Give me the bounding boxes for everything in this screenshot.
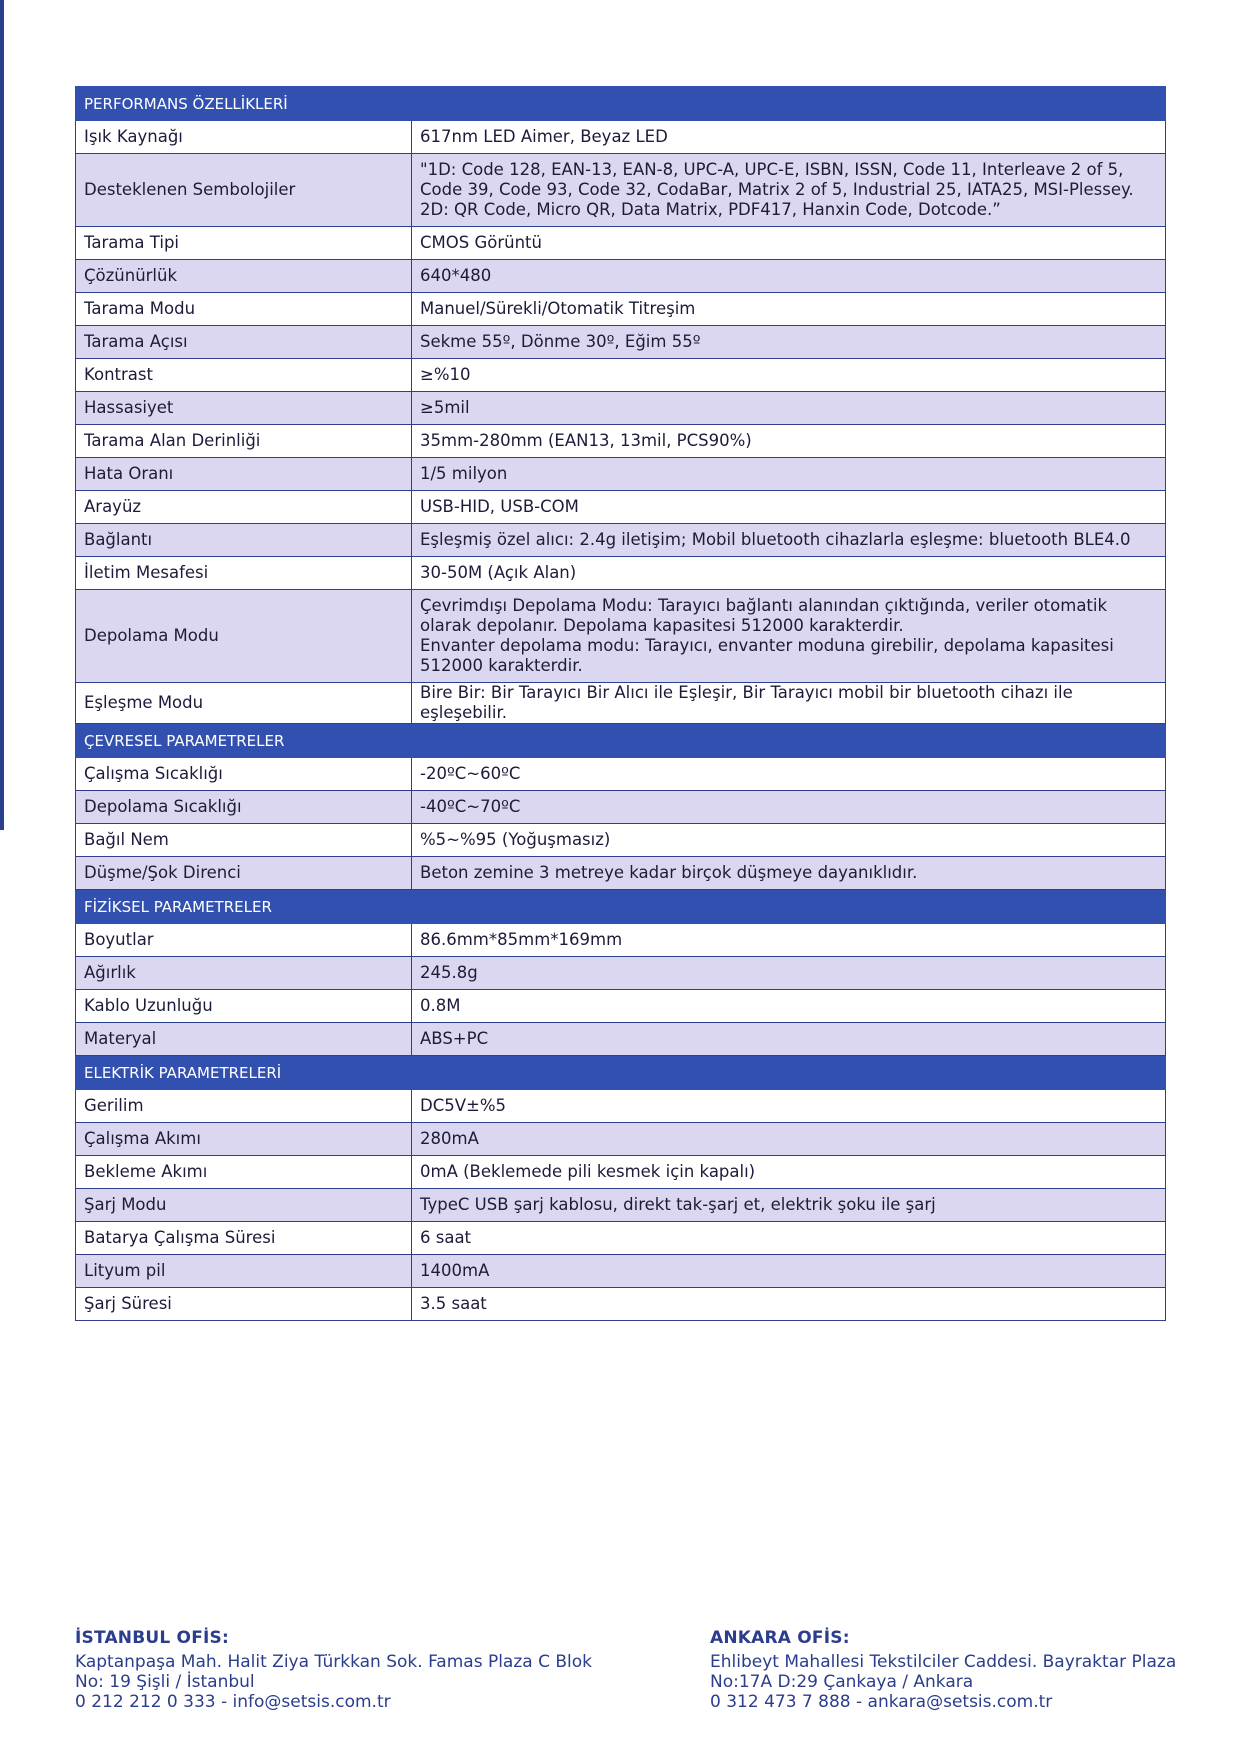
spec-label: Tarama Açısı	[76, 326, 412, 359]
spec-value-line: Çevrimdışı Depolama Modu: Tarayıcı bağlantı alanından çıktığında, veriler otomatik olarak depolanır. Depolama kapasitesi 512000 karakterdir.	[420, 596, 1108, 635]
spec-value	[412, 260, 1166, 293]
spec-label: Çözünürlük	[76, 260, 412, 293]
spec-value	[412, 683, 1166, 724]
footer-ankara-office	[710, 1628, 1176, 1712]
spec-label: Bağıl Nem	[76, 824, 412, 857]
spec-row	[76, 227, 1166, 260]
spec-value	[412, 359, 1166, 392]
spec-row	[76, 857, 1166, 890]
spec-value-line: Envanter depolama modu: Tarayıcı, envanter moduna girebilir, depolama kapasitesi 512000 karakterdir.	[420, 636, 1114, 675]
istanbul-contact-line: 0 212 212 0 333 - info@setsis.com.tr	[75, 1692, 391, 1712]
spec-value	[412, 1156, 1166, 1189]
spec-row	[76, 590, 1166, 683]
spec-value	[412, 824, 1166, 857]
spec-label: Çalışma Sıcaklığı	[76, 758, 412, 791]
spec-label: Çalışma Akımı	[76, 1123, 412, 1156]
spec-value	[412, 1222, 1166, 1255]
spec-label: Hata Oranı	[76, 458, 412, 491]
spec-value	[412, 458, 1166, 491]
spec-value-line: 1400mA	[420, 1261, 490, 1280]
spec-value-line: 2D: QR Code, Micro QR, Data Matrix, PDF417, Hanxin Code, Dotcode.”	[420, 200, 1001, 219]
spec-row	[76, 425, 1166, 458]
spec-value	[412, 557, 1166, 590]
spec-value-line: ≥%10	[420, 365, 471, 384]
spec-value-line: CMOS Görüntü	[420, 233, 542, 252]
spec-value-line: 0mA (Beklemede pili kesmek için kapalı)	[420, 1162, 756, 1181]
spec-row	[76, 1090, 1166, 1123]
spec-value	[412, 1288, 1166, 1321]
spec-value-line: USB-HID, USB-COM	[420, 497, 579, 516]
spec-label: Bağlantı	[76, 524, 412, 557]
spec-value-line: 6 saat	[420, 1228, 472, 1247]
spec-value-line: 86.6mm*85mm*169mm	[420, 930, 623, 949]
spec-value	[412, 758, 1166, 791]
section-header-row	[76, 890, 1166, 924]
spec-value-line: ABS+PC	[420, 1029, 489, 1048]
spec-label: Materyal	[76, 1023, 412, 1056]
spec-table	[75, 86, 1166, 1321]
spec-label: Şarj Süresi	[76, 1288, 412, 1321]
spec-row	[76, 1288, 1166, 1321]
spec-value-line: Sekme 55º, Dönme 30º, Eğim 55º	[420, 332, 701, 351]
spec-label: Işık Kaynağı	[76, 121, 412, 154]
spec-value	[412, 1189, 1166, 1222]
spec-value-line: 3.5 saat	[420, 1294, 487, 1313]
spec-value-line: 245.8g	[420, 963, 478, 982]
section-header-empty-cell	[412, 890, 1166, 924]
spec-row	[76, 791, 1166, 824]
spec-label: Tarama Alan Derinliği	[76, 425, 412, 458]
left-accent-bar	[0, 0, 4, 830]
spec-value	[412, 524, 1166, 557]
spec-value	[412, 990, 1166, 1023]
ankara-office-heading: ANKARA OFİS:	[710, 1628, 850, 1648]
spec-row	[76, 154, 1166, 227]
spec-value	[412, 425, 1166, 458]
spec-value-line: 35mm-280mm (EAN13, 13mil, PCS90%)	[420, 431, 752, 450]
spec-row	[76, 359, 1166, 392]
spec-row	[76, 1123, 1166, 1156]
section-header-row	[76, 724, 1166, 758]
spec-label: Gerilim	[76, 1090, 412, 1123]
spec-value	[412, 326, 1166, 359]
spec-row	[76, 1255, 1166, 1288]
spec-row	[76, 957, 1166, 990]
spec-row	[76, 924, 1166, 957]
spec-value-line: %5~%95 (Yoğuşmasız)	[420, 830, 611, 849]
spec-value	[412, 791, 1166, 824]
spec-row	[76, 260, 1166, 293]
spec-row	[76, 293, 1166, 326]
spec-table-body	[76, 87, 1166, 1321]
spec-label: Kontrast	[76, 359, 412, 392]
spec-value	[412, 491, 1166, 524]
spec-row	[76, 458, 1166, 491]
spec-row	[76, 1189, 1166, 1222]
spec-value-line: DC5V±%5	[420, 1096, 507, 1115]
spec-value-line: 30-50M (Açık Alan)	[420, 563, 577, 582]
spec-label: İletim Mesafesi	[76, 557, 412, 590]
spec-value	[412, 1090, 1166, 1123]
spec-value-line: 617nm LED Aimer, Beyaz LED	[420, 127, 668, 146]
spec-label: Tarama Modu	[76, 293, 412, 326]
spec-label: Hassasiyet	[76, 392, 412, 425]
istanbul-address-line-1: Kaptanpaşa Mah. Halit Ziya Türkkan Sok. Famas Plaza C Blok	[75, 1652, 592, 1672]
spec-value	[412, 1123, 1166, 1156]
spec-value-line: 0.8M	[420, 996, 461, 1015]
spec-value	[412, 857, 1166, 890]
spec-row	[76, 524, 1166, 557]
spec-row	[76, 824, 1166, 857]
spec-value-line: Bire Bir: Bir Tarayıcı Bir Alıcı ile Eşleşir, Bir Tarayıcı mobil bir bluetooth cihazı ile eşleşebilir.	[420, 683, 1073, 722]
ankara-address-line-2: No:17A D:29 Çankaya / Ankara	[710, 1672, 974, 1692]
spec-row	[76, 758, 1166, 791]
istanbul-office-heading: İSTANBUL OFİS:	[75, 1628, 229, 1648]
spec-label: Ağırlık	[76, 957, 412, 990]
spec-label: Lityum pil	[76, 1255, 412, 1288]
spec-value	[412, 392, 1166, 425]
spec-label: Batarya Çalışma Süresi	[76, 1222, 412, 1255]
spec-value-line: TypeC USB şarj kablosu, direkt tak-şarj et, elektrik şoku ile şarj	[420, 1195, 936, 1214]
spec-value	[412, 293, 1166, 326]
spec-value-line: Beton zemine 3 metreye kadar birçok düşmeye dayanıklıdır.	[420, 863, 918, 882]
spec-label: Bekleme Akımı	[76, 1156, 412, 1189]
spec-value-line: 1/5 milyon	[420, 464, 508, 483]
section-header-row	[76, 87, 1166, 121]
spec-row	[76, 491, 1166, 524]
spec-label: Şarj Modu	[76, 1189, 412, 1222]
spec-value-line: 280mA	[420, 1129, 479, 1148]
section-title: ÇEVRESEL PARAMETRELER	[76, 724, 412, 758]
spec-row	[76, 557, 1166, 590]
spec-label: Tarama Tipi	[76, 227, 412, 260]
spec-value-line: Eşleşmiş özel alıcı: 2.4g iletişim; Mobil bluetooth cihazlarla eşleşme: bluetooth BLE4.0	[420, 530, 1131, 549]
spec-label: Arayüz	[76, 491, 412, 524]
spec-value-line: -40ºC~70ºC	[420, 797, 521, 816]
spec-value	[412, 1023, 1166, 1056]
spec-value	[412, 1255, 1166, 1288]
spec-label: Düşme/Şok Direnci	[76, 857, 412, 890]
spec-value	[412, 121, 1166, 154]
spec-value-line: 640*480	[420, 266, 492, 285]
spec-label: Depolama Modu	[76, 590, 412, 683]
spec-row	[76, 1222, 1166, 1255]
spec-value-line: "1D: Code 128, EAN-13, EAN-8, UPC-A, UPC-E, ISBN, ISSN, Code 11, Interleave 2 of 5, Code 39, Code 93, Code 32, CodaBar, Matrix 2 of 5, Industrial 25, IATA25, MSI-Plessey.	[420, 160, 1134, 199]
section-header-empty-cell	[412, 724, 1166, 758]
footer-istanbul-office	[75, 1628, 592, 1712]
section-header-row	[76, 1056, 1166, 1090]
section-title: ELEKTRİK PARAMETRELERİ	[76, 1056, 412, 1090]
spec-label: Depolama Sıcaklığı	[76, 791, 412, 824]
spec-value-line: -20ºC~60ºC	[420, 764, 521, 783]
spec-row	[76, 121, 1166, 154]
spec-label: Kablo Uzunluğu	[76, 990, 412, 1023]
spec-row	[76, 1023, 1166, 1056]
spec-row	[76, 392, 1166, 425]
istanbul-address-line-2: No: 19 Şişli / İstanbul	[75, 1672, 255, 1692]
spec-value-line: Manuel/Sürekli/Otomatik Titreşim	[420, 299, 696, 318]
spec-value-line: ≥5mil	[420, 398, 470, 417]
spec-row	[76, 326, 1166, 359]
section-header-empty-cell	[412, 1056, 1166, 1090]
spec-row	[76, 990, 1166, 1023]
spec-label: Desteklenen Sembolojiler	[76, 154, 412, 227]
spec-label: Eşleşme Modu	[76, 683, 412, 724]
section-title: PERFORMANS ÖZELLİKLERİ	[76, 87, 412, 121]
spec-label: Boyutlar	[76, 924, 412, 957]
spec-value	[412, 924, 1166, 957]
ankara-contact-line: 0 312 473 7 888 - ankara@setsis.com.tr	[710, 1692, 1053, 1712]
ankara-address-line-1: Ehlibeyt Mahallesi Tekstilciler Caddesi. Bayraktar Plaza	[710, 1652, 1177, 1672]
spec-row	[76, 683, 1166, 724]
section-title: FİZİKSEL PARAMETRELER	[76, 890, 412, 924]
section-header-empty-cell	[412, 87, 1166, 121]
spec-value	[412, 590, 1166, 683]
spec-value	[412, 957, 1166, 990]
spec-row	[76, 1156, 1166, 1189]
spec-value	[412, 154, 1166, 227]
spec-value	[412, 227, 1166, 260]
